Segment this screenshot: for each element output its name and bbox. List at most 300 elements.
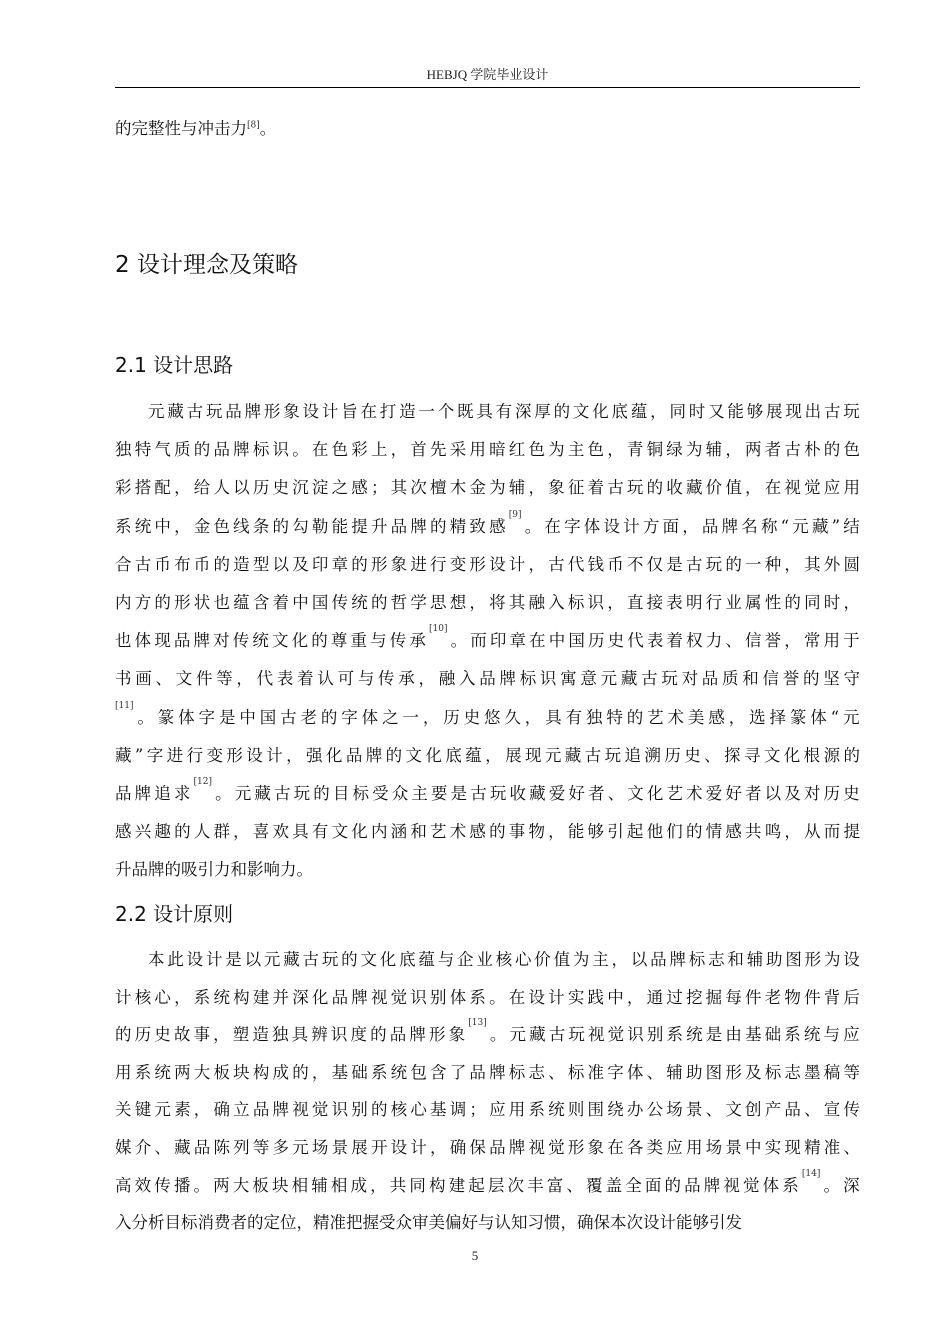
glyph: 、 [566, 1175, 583, 1195]
glyph: 中 [607, 987, 624, 1007]
glyph: 色 [587, 440, 604, 460]
glyph: 暗 [489, 440, 506, 460]
glyph: 的 [725, 554, 742, 574]
glyph: 金 [469, 478, 486, 498]
glyph: 寻 [743, 745, 761, 765]
glyph: 品 [684, 1175, 701, 1195]
glyph: 体 [449, 987, 467, 1007]
glyph: 化 [592, 402, 609, 421]
glyph: 意 [580, 669, 597, 689]
glyph: 收 [509, 784, 526, 803]
glyph: 等 [252, 1138, 270, 1157]
glyph: 块 [233, 1062, 250, 1082]
glyph: 设 [302, 402, 319, 421]
glyph: 历 [587, 631, 605, 651]
glyph: 品 [213, 440, 230, 460]
glyph: 元 [792, 516, 809, 536]
glyph: 体 [626, 1062, 644, 1082]
glyph: 实 [764, 1138, 782, 1157]
glyph: 感 [351, 478, 368, 498]
glyph: 篆 [157, 707, 175, 727]
glyph: ， [311, 1062, 329, 1082]
glyph: 别 [351, 1100, 368, 1120]
glyph: 进 [166, 745, 184, 765]
paragraph-line [115, 777, 860, 806]
glyph: 的 [272, 516, 289, 536]
glyph: 古 [607, 478, 624, 498]
glyph: 元 [292, 1138, 309, 1157]
glyph: 、 [548, 1062, 565, 1082]
glyph: 含 [430, 1062, 447, 1082]
glyph: ； [370, 478, 388, 498]
glyph: 感 [708, 707, 725, 727]
glyph: 辅 [666, 1062, 683, 1082]
glyph: 介 [134, 1138, 152, 1157]
glyph: 素 [174, 1100, 191, 1120]
glyph: 属 [745, 593, 762, 612]
glyph: 根 [803, 745, 821, 765]
glyph: 用 [843, 478, 860, 498]
glyph: 业 [725, 593, 742, 612]
glyph: 现 [524, 745, 542, 765]
glyph: 于 [843, 631, 860, 651]
glyph: 也 [213, 593, 230, 612]
glyph: ， [728, 707, 746, 727]
glyph: 背 [823, 987, 841, 1007]
glyph: 的 [213, 554, 230, 574]
glyph: 深 [514, 402, 532, 421]
glyph: 的 [685, 822, 703, 842]
glyph: 形 [469, 554, 486, 574]
glyph: 致 [469, 516, 486, 536]
glyph: 传 [154, 1175, 171, 1195]
glyph: 标 [567, 593, 585, 612]
glyph: 有 [311, 822, 329, 842]
glyph: 板 [252, 1175, 269, 1195]
glyph: 形 [263, 402, 281, 421]
glyph: 视 [587, 1025, 605, 1045]
glyph: 觉 [607, 1025, 625, 1045]
glyph: 形 [226, 745, 243, 765]
glyph: 兴 [134, 822, 152, 842]
glyph: 、 [704, 745, 721, 765]
glyph: 国 [311, 593, 329, 612]
glyph: 两 [174, 1062, 191, 1082]
glyph: 是 [218, 707, 236, 727]
glyph: 视 [528, 1138, 545, 1157]
glyph: 后 [843, 987, 860, 1007]
glyph: 事 [508, 822, 526, 842]
glyph: 称 [760, 516, 778, 536]
glyph: ， [174, 516, 191, 536]
glyph: 老 [300, 707, 317, 727]
glyph: 辨 [311, 1025, 328, 1045]
section-heading: 2 设计理念及策略 [115, 252, 298, 278]
glyph: ” [831, 516, 841, 536]
glyph: 旨 [341, 402, 358, 421]
glyph: 承 [409, 631, 426, 651]
glyph: 及 [784, 784, 801, 803]
glyph: 统 [390, 1062, 408, 1082]
glyph: 藏 [283, 950, 300, 969]
glyph: 收 [666, 478, 683, 498]
glyph: 传 [331, 593, 349, 612]
glyph: 铜 [646, 440, 664, 460]
glyph: ， [607, 440, 624, 460]
glyph: 权 [686, 631, 703, 651]
glyph: 辅 [508, 478, 526, 498]
glyph: 视 [723, 1175, 740, 1195]
citation-ref: [11] [115, 700, 134, 711]
glyph: 文 [572, 402, 590, 421]
glyph: 主 [411, 784, 428, 803]
glyph: 、 [155, 669, 172, 689]
glyph: 现 [154, 631, 171, 651]
glyph: 图 [705, 1062, 723, 1082]
glyph: 与 [437, 950, 455, 969]
glyph: 高 [115, 1175, 132, 1195]
glyph: 两 [213, 1175, 230, 1195]
glyph: 具 [476, 402, 493, 421]
glyph: 字 [607, 1062, 624, 1082]
glyph: 蕴 [233, 593, 250, 612]
glyph: ； [469, 1100, 486, 1120]
paragraph-line [115, 1098, 860, 1122]
glyph: 计 [548, 987, 565, 1007]
glyph: 方 [134, 593, 152, 612]
glyph: 品 [331, 987, 349, 1007]
glyph: 的 [823, 440, 841, 460]
glyph: 系 [370, 1062, 388, 1082]
glyph: 古 [280, 707, 297, 727]
glyph: 确 [213, 1100, 230, 1120]
glyph: ， [843, 593, 860, 612]
glyph: 是 [225, 950, 242, 969]
glyph: 础 [351, 1062, 368, 1082]
glyph: 品 [389, 1025, 407, 1045]
glyph: 印 [489, 631, 507, 651]
glyph: 。 [524, 516, 542, 536]
glyph: 富 [546, 1175, 564, 1195]
glyph: 企 [457, 950, 474, 969]
glyph: 体 [134, 631, 152, 651]
glyph: 代 [256, 669, 274, 689]
glyph: 为 [685, 440, 703, 460]
glyph: 历 [823, 784, 840, 803]
glyph: 追 [154, 784, 171, 803]
glyph: 着 [587, 478, 604, 498]
glyph: 直 [626, 593, 644, 612]
glyph: ， [174, 987, 191, 1007]
glyph: 标 [352, 784, 369, 803]
glyph: 的 [370, 593, 388, 612]
glyph: 代 [627, 631, 644, 651]
glyph: 的 [292, 1062, 309, 1082]
glyph: 文 [175, 669, 193, 689]
glyph: 提 [843, 822, 860, 842]
glyph: 藏 [685, 478, 703, 498]
glyph: 想 [449, 593, 467, 612]
glyph: 古 [823, 402, 841, 421]
glyph: 元 [600, 669, 618, 689]
glyph: 溯 [644, 745, 661, 765]
glyph: 成 [350, 1175, 367, 1195]
glyph: 效 [134, 1175, 152, 1195]
glyph: 勒 [311, 516, 329, 536]
glyph: 造 [252, 1025, 269, 1045]
glyph: 色 [213, 516, 230, 536]
glyph: 红 [508, 440, 526, 460]
glyph: ， [213, 1025, 230, 1045]
glyph: 价 [705, 478, 723, 498]
glyph: 应 [843, 1025, 860, 1045]
glyph: 入 [548, 593, 565, 612]
glyph: 具 [545, 707, 562, 727]
glyph: 而 [823, 822, 841, 842]
glyph: 基 [430, 1100, 447, 1120]
glyph: 个 [437, 402, 455, 421]
glyph: 藏 [254, 784, 271, 803]
glyph: 件 [195, 669, 213, 689]
glyph: ， [390, 440, 408, 460]
glyph: 底 [611, 402, 628, 421]
glyph: 及 [745, 1062, 762, 1082]
glyph: 探 [724, 745, 741, 765]
glyph: 牌 [193, 631, 210, 651]
glyph: 图 [785, 950, 802, 969]
glyph: 系 [784, 1025, 801, 1045]
glyph: 大 [232, 1175, 250, 1195]
glyph: 志 [784, 1062, 801, 1082]
glyph: 有 [495, 402, 513, 421]
glyph: 追 [624, 745, 641, 765]
glyph: 术 [667, 707, 685, 727]
glyph: ， [193, 1100, 211, 1120]
glyph: 认 [317, 669, 334, 689]
glyph: 与 [370, 631, 387, 651]
glyph: 形 [804, 950, 822, 969]
glyph: 藏 [529, 1025, 546, 1045]
glyph: 度 [350, 1025, 367, 1045]
glyph: 币 [607, 554, 624, 574]
glyph: 给 [193, 478, 211, 498]
glyph: 品 [701, 669, 719, 689]
glyph: ， [784, 822, 801, 842]
glyph: 方 [642, 516, 660, 536]
glyph: 色 [843, 440, 860, 460]
glyph: 内 [115, 593, 132, 612]
glyph: 木 [449, 478, 467, 498]
glyph: 目 [332, 784, 350, 803]
glyph: 件 [745, 987, 762, 1007]
glyph: 挖 [685, 987, 703, 1007]
glyph: 艺 [430, 822, 447, 842]
glyph: 传 [378, 669, 395, 689]
glyph: ， [485, 745, 502, 765]
glyph: 牌 [244, 402, 262, 421]
glyph: 特 [606, 707, 623, 727]
glyph: 值 [553, 950, 571, 969]
glyph: 的 [843, 745, 860, 765]
glyph: 融 [438, 669, 456, 689]
glyph: 中 [745, 1138, 762, 1157]
paragraph-line [115, 591, 860, 615]
glyph: 中 [548, 631, 566, 651]
glyph: 应 [823, 478, 841, 498]
glyph: 情 [705, 822, 723, 842]
glyph: 心 [154, 987, 171, 1007]
paragraph-line [115, 1136, 860, 1160]
glyph: 的 [489, 822, 506, 842]
glyph: 人 [213, 478, 230, 498]
glyph: 实 [567, 987, 585, 1007]
glyph: 、 [607, 784, 625, 803]
glyph: 物 [528, 822, 545, 842]
glyph: 在 [311, 440, 329, 460]
glyph: 合 [115, 554, 132, 574]
glyph: 古 [470, 784, 487, 803]
glyph: 气 [154, 440, 171, 460]
glyph: 志 [528, 1062, 545, 1082]
glyph: 键 [134, 1100, 152, 1120]
glyph: ， [469, 593, 486, 612]
glyph: 在 [607, 1138, 624, 1157]
glyph: 构 [252, 1062, 270, 1082]
glyph: 以 [244, 950, 262, 969]
paragraph-line [115, 476, 860, 500]
glyph: 核 [134, 987, 152, 1007]
glyph: 淀 [311, 478, 329, 498]
glyph: 包 [410, 1062, 427, 1082]
glyph: 搭 [134, 478, 152, 498]
glyph: 体 [178, 707, 195, 727]
glyph: 系 [469, 987, 486, 1007]
intro-line [115, 117, 860, 141]
glyph: 牌 [703, 1175, 721, 1195]
glyph: 产 [764, 1100, 782, 1120]
glyph: 构 [429, 1175, 446, 1195]
glyph: 涵 [390, 822, 408, 842]
glyph: 强 [306, 745, 323, 765]
glyph: 的 [193, 440, 211, 460]
glyph: ， [682, 516, 699, 536]
glyph: 玩 [568, 1025, 585, 1045]
glyph: 文 [331, 822, 349, 842]
glyph: 体 [361, 707, 379, 727]
glyph: 古 [548, 1025, 566, 1045]
glyph: 同 [669, 402, 686, 421]
glyph: 玩 [321, 950, 339, 969]
glyph: 之 [382, 707, 399, 727]
glyph: 准 [823, 1138, 841, 1157]
glyph: 牌 [351, 987, 368, 1007]
glyph: 形 [174, 593, 191, 612]
glyph: 助 [766, 950, 783, 969]
glyph: 特 [134, 440, 152, 460]
glyph: 爱 [548, 784, 566, 803]
glyph: 及 [292, 554, 309, 574]
glyph: 中 [239, 707, 256, 727]
glyph: 爱 [705, 784, 723, 803]
glyph: 心 [514, 950, 532, 969]
glyph: 业 [476, 950, 493, 969]
glyph: 和 [727, 950, 744, 969]
glyph: 品 [784, 1100, 801, 1120]
glyph: 字 [146, 745, 164, 765]
glyph: 以 [272, 554, 289, 574]
glyph: 配 [154, 478, 171, 498]
glyph: 表 [666, 593, 683, 612]
glyph: 古 [134, 554, 152, 574]
glyph: 打 [379, 402, 397, 421]
citation-ref: [9] [508, 509, 522, 520]
citation-ref: [13] [468, 1018, 487, 1029]
glyph: 之 [331, 478, 349, 498]
glyph: 标 [567, 1062, 585, 1082]
glyph: 在 [360, 402, 377, 421]
glyph: 悠 [484, 707, 501, 727]
glyph: 件 [804, 987, 821, 1007]
glyph: 多 [272, 1138, 289, 1157]
glyph: 主 [592, 950, 609, 969]
glyph: 的 [154, 593, 171, 612]
glyph: 的 [311, 631, 328, 651]
glyph: 在 [508, 987, 526, 1007]
glyph: 品 [479, 669, 496, 689]
glyph: 体 [810, 707, 827, 727]
glyph: 践 [587, 987, 604, 1007]
glyph: 古 [302, 950, 319, 969]
glyph: 景 [685, 1100, 703, 1120]
glyph: 以 [764, 784, 782, 803]
glyph: 统 [154, 1062, 171, 1082]
glyph: 牌 [508, 1138, 526, 1157]
glyph: 鸣 [764, 822, 782, 842]
glyph: 沉 [292, 478, 309, 498]
glyph: 牌 [489, 1062, 506, 1082]
glyph: 能 [727, 402, 744, 421]
glyph: 系 [115, 516, 132, 536]
glyph: 办 [626, 1100, 644, 1120]
glyph: 可 [337, 669, 355, 689]
glyph: 蕴 [630, 402, 648, 421]
glyph: 印 [311, 554, 329, 574]
glyph: 确 [449, 1138, 467, 1157]
glyph: 场 [705, 1138, 723, 1157]
glyph: 象 [548, 478, 565, 498]
glyph: 誉 [764, 631, 782, 651]
glyph: ， [430, 1138, 447, 1157]
glyph: 古 [548, 554, 565, 574]
glyph: 中 [154, 516, 171, 536]
glyph: 史 [154, 1025, 171, 1045]
glyph: ， [611, 950, 628, 969]
glyph: 统 [213, 987, 230, 1007]
glyph: 行 [430, 554, 447, 574]
glyph: 宣 [823, 1100, 841, 1120]
glyph: 对 [681, 669, 699, 689]
glyph: 源 [823, 745, 841, 765]
glyph: 觉 [743, 1175, 760, 1195]
glyph: 其 [804, 554, 821, 574]
glyph: 牌 [409, 1025, 426, 1045]
glyph: 又 [708, 402, 725, 421]
glyph: 寓 [560, 669, 577, 689]
glyph: 元 [234, 784, 252, 803]
glyph: ， [524, 707, 542, 727]
glyph: 则 [567, 1100, 585, 1120]
glyph: 主 [567, 440, 585, 460]
